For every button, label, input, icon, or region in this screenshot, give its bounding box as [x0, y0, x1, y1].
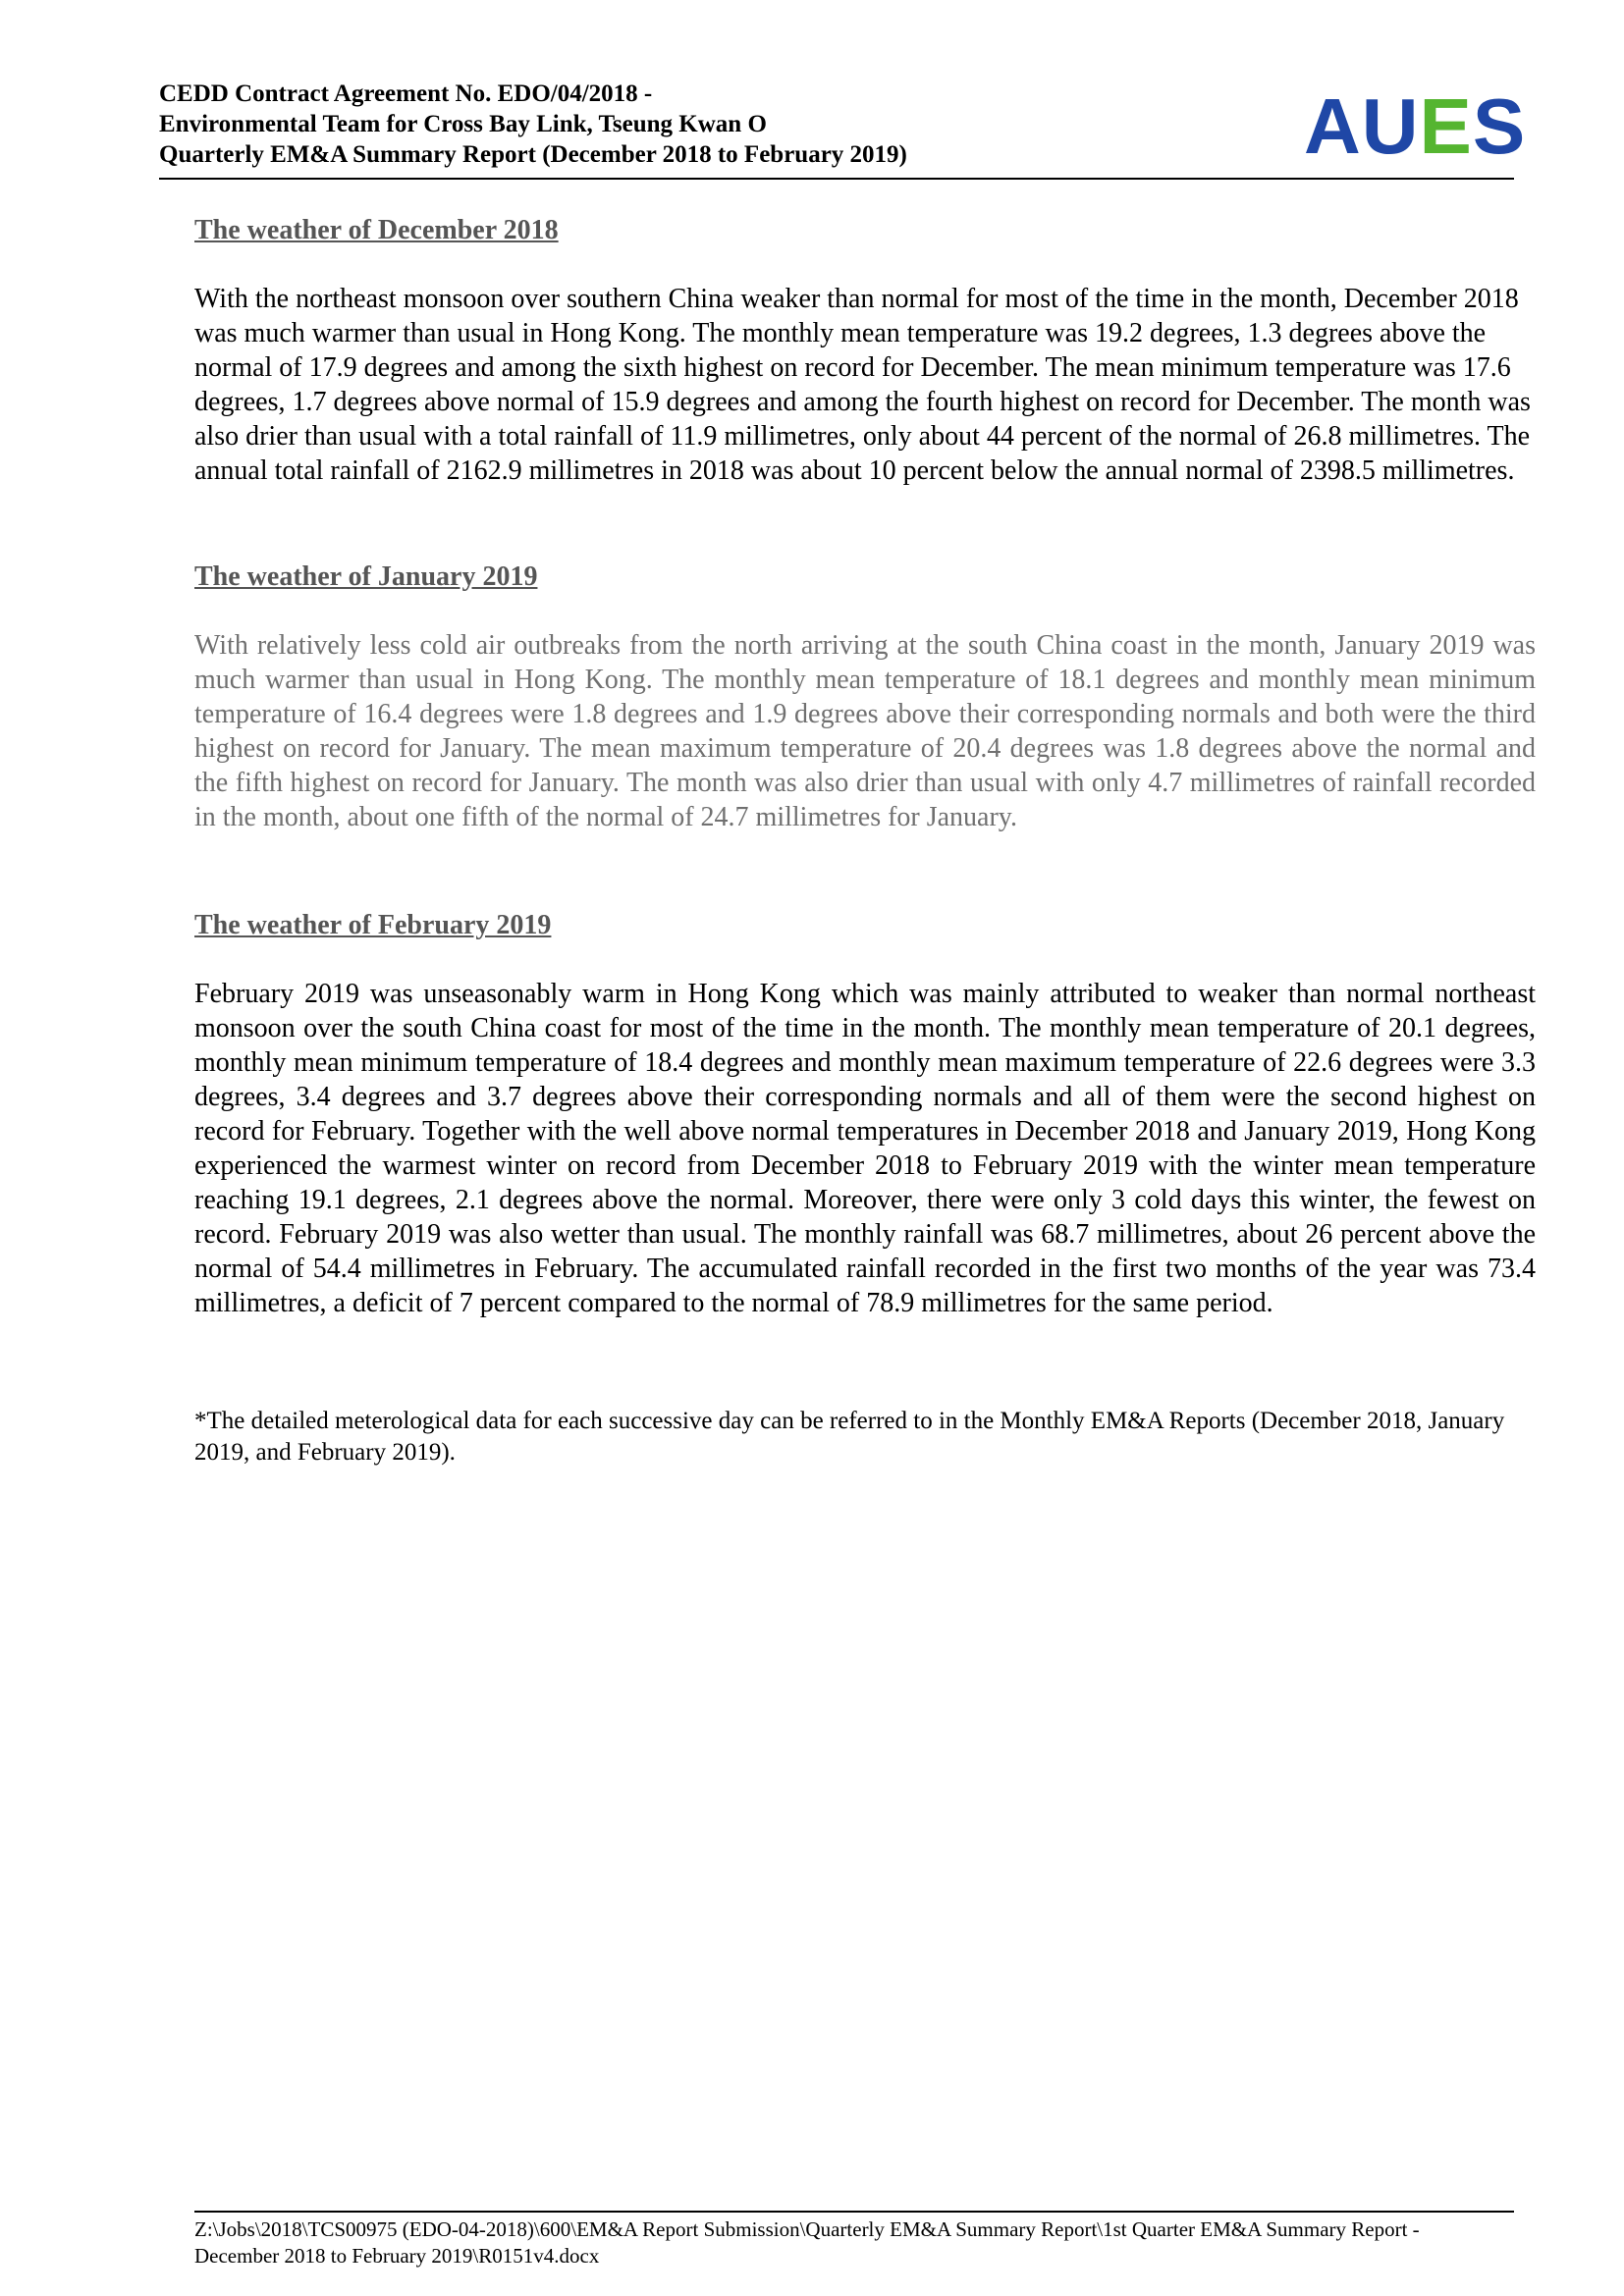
section-body: February 2019 was unseasonably warm in Hong Kong which was mainly attributed to weaker than normal northeast monsoon over the south China coast for most of the time in the month. The monthly mean temperature of 20.1 degrees, monthly mean minimum temperature of 18.4 degrees and monthly mean maximum temperature of 22.6 degrees were 3.3 degrees, 3.4 degrees and 3.7 degrees above their corresponding normals and all of them were the second highest on record for February. Together with the well above normal temperatures in December 2018 and January 2019, Hong Kong experienced the warmest winter on record from December 2018 to February 2019 with the winter mean temperature reaching 19.1 degrees, 2.1 degrees above the normal. Moreover, there were only 3 cold days this winter, the fewest on record. February 2019 was also wetter than usual. The monthly rainfall was 68.7 millimetres, about 26 percent above the normal of 54.4 millimetres in February. The accumulated rainfall recorded in the first two months of the year was 73.4 millimetres, a deficit of 7 percent compared to the normal of 78.9 millimetres for the same period.: [194, 979, 1536, 1318]
file-path-footer: [194, 2216, 1530, 2269]
section-february-2019: [194, 908, 1536, 1320]
section-body: With the northeast monsoon over southern China weaker than normal for most of the time in the month, December 2018 was much warmer than usual in Hong Kong. The monthly mean temperature was 19.2 degrees, 1.3 degrees above the normal of 17.9 degrees and among the sixth highest on record for December. The mean minimum temperature was 17.6 degrees, 1.7 degrees above normal of 15.9 degrees and among the fourth highest on record for December. The month was also drier than usual with a total rainfall of 11.9 millimetres, only about 44 percent of the normal of 26.8 millimetres. The annual total rainfall of 2162.9 millimetres in 2018 was about 10 percent below the annual normal of 2398.5 millimetres.: [194, 284, 1531, 486]
footer-line-2: December 2018 to February 2019\R0151v4.docx: [194, 2244, 600, 2268]
section-heading: The weather of January 2019: [194, 561, 538, 592]
aues-logo: AUES: [1304, 82, 1527, 170]
header-divider: [159, 178, 1514, 180]
section-december-2018: [194, 213, 1536, 488]
section-january-2019: [194, 560, 1536, 834]
section-body: With relatively less cold air outbreaks from the north arriving at the south China coast in the month, January 2019 was much warmer than usual in Hong Kong. The monthly mean temperature of 18.1 degrees and monthly mean minimum temperature of 16.4 degrees were 1.8 degrees and 1.9 degrees above their corresponding normals and both were the third highest on record for January. The mean maximum temperature of 20.4 degrees was 1.8 degrees above the normal and the fifth highest on record for January. The month was also drier than usual with only 4.7 millimetres of rainfall recorded in the month, about one fifth of the normal of 24.7 millimetres for January.: [194, 630, 1536, 832]
section-heading: The weather of February 2019: [194, 910, 552, 940]
header-report-line: Quarterly EM&A Summary Report (December 2018 to February 2019): [159, 141, 907, 168]
footer-line-1: Z:\Jobs\2018\TCS00975 (EDO-04-2018)\600\EM&A Report Submission\Quarterly EM&A Summary Report\1st Quarter EM&A Summary Report -: [194, 2217, 1420, 2241]
section-heading: The weather of December 2018: [194, 215, 559, 245]
header-project-line: Environmental Team for Cross Bay Link, Tseung Kwan O: [159, 111, 767, 137]
footer-divider: [194, 2211, 1514, 2213]
footnote: *The detailed meterological data for each successive day can be referred to in the Monthly EM&A Reports (December 2018, January 2019, and February 2019).: [194, 1408, 1505, 1466]
header-contract-line: CEDD Contract Agreement No. EDO/04/2018 -: [159, 80, 653, 107]
